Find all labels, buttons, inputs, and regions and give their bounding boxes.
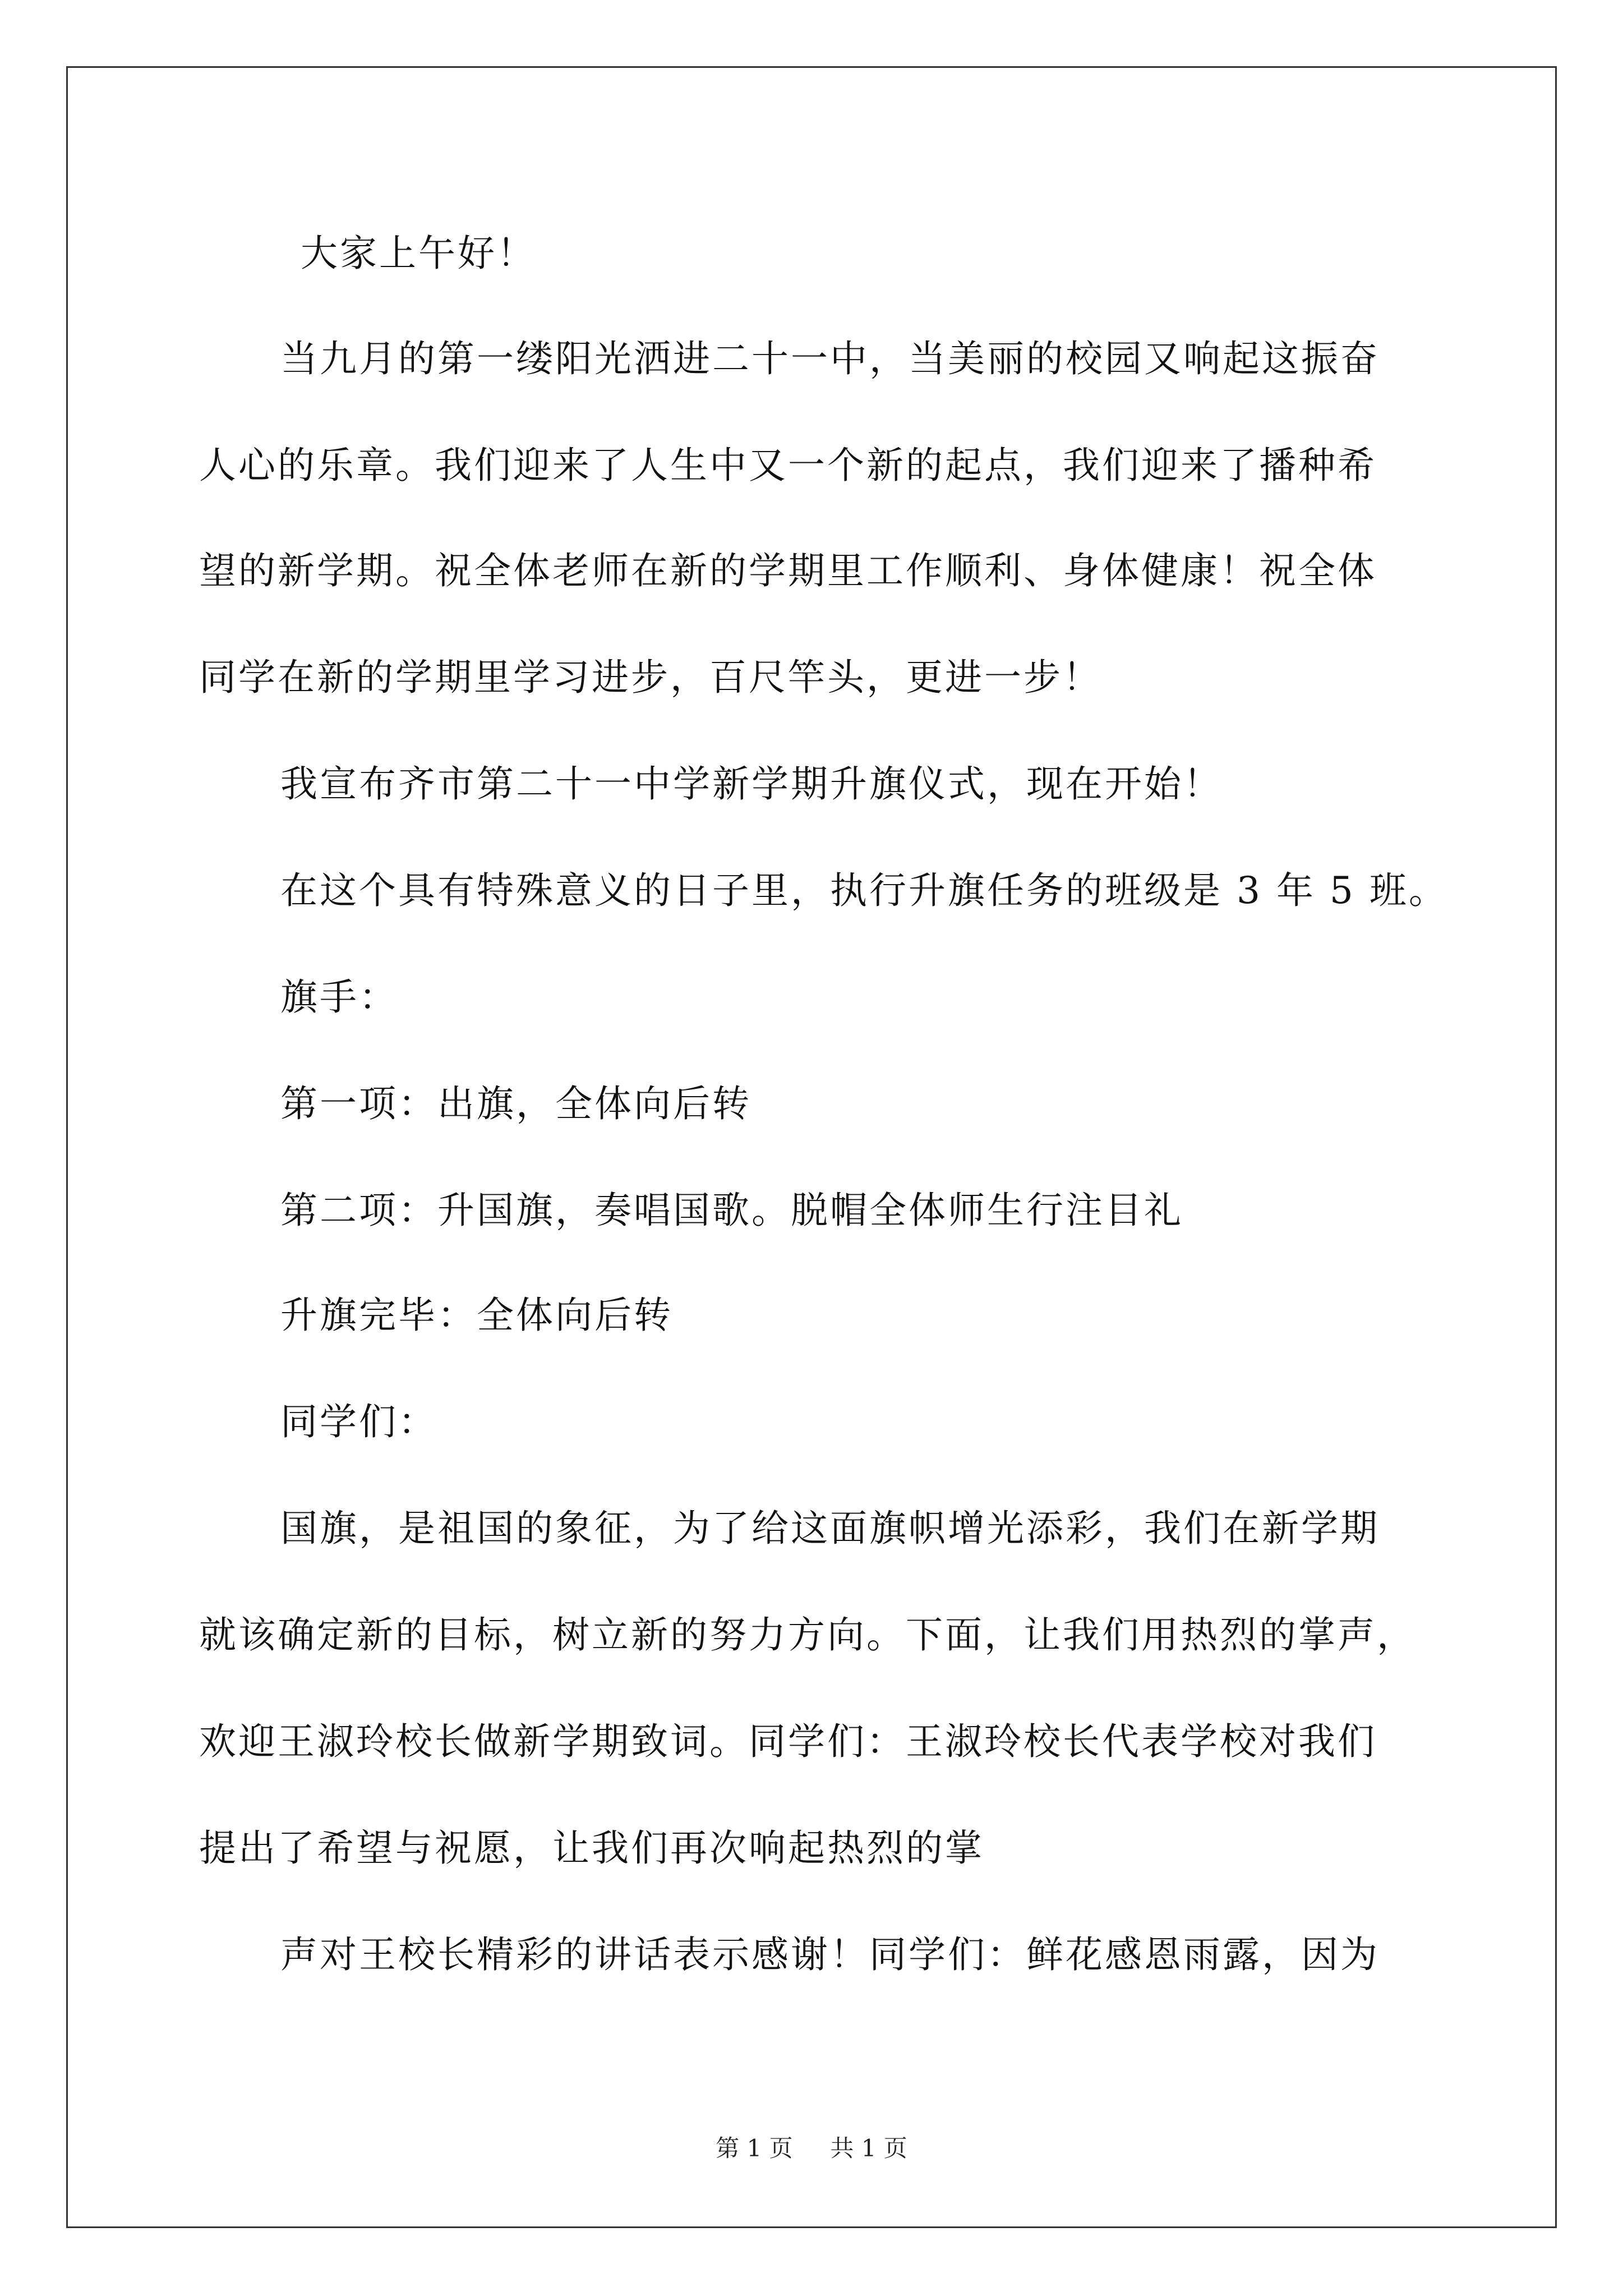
- text-line: 旗手：: [280, 976, 398, 1019]
- text-line: 当九月的第一缕阳光洒进二十一中，当美丽的校园又响起这振奋: [280, 337, 1380, 380]
- page-border: [66, 66, 1557, 2228]
- text-line: 第一项：出旗，全体向后转: [280, 1082, 751, 1125]
- page-number: 第 1 页: [716, 2134, 793, 2162]
- text-line: 同学们：: [280, 1400, 437, 1443]
- text-line: 欢迎王淑玲校长做新学期致词。同学们：王淑玲校长代表学校对我们: [199, 1720, 1377, 1763]
- text-line: 在这个具有特殊意义的日子里，执行升旗任务的班级是 3 年 5 班。: [280, 869, 1448, 912]
- text-line: 我宣布齐市第二十一中学新学期升旗仪式，现在开始！: [280, 762, 1223, 806]
- text-line: 升旗完毕：全体向后转: [280, 1294, 673, 1337]
- text-line: 声对王校长精彩的讲话表示感谢！同学们：鲜花感恩雨露，因为: [280, 1933, 1380, 1976]
- text-line: 人心的乐章。我们迎来了人生中又一个新的起点，我们迎来了播种希: [199, 444, 1377, 487]
- text-line: 第二项：升国旗，奏唱国歌。脱帽全体师生行注目礼: [280, 1189, 1183, 1232]
- text-line: 大家上午好！: [301, 232, 536, 275]
- text-line: 国旗，是祖国的象征，为了给这面旗帜增光添彩，我们在新学期: [280, 1507, 1380, 1550]
- text-line: 提出了希望与祝愿，让我们再次响起热烈的掌: [199, 1826, 984, 1870]
- text-line: 同学在新的学期里学习进步，百尺竿头，更进一步！: [199, 656, 1102, 699]
- text-line: 望的新学期。祝全体老师在新的学期里工作顺利、身体健康！祝全体: [199, 549, 1377, 592]
- page-total: 共 1 页: [830, 2134, 907, 2162]
- page-footer: [0, 2132, 1623, 2165]
- text-line: 就该确定新的目标，树立新的努力方向。下面，让我们用热烈的掌声，: [199, 1613, 1416, 1657]
